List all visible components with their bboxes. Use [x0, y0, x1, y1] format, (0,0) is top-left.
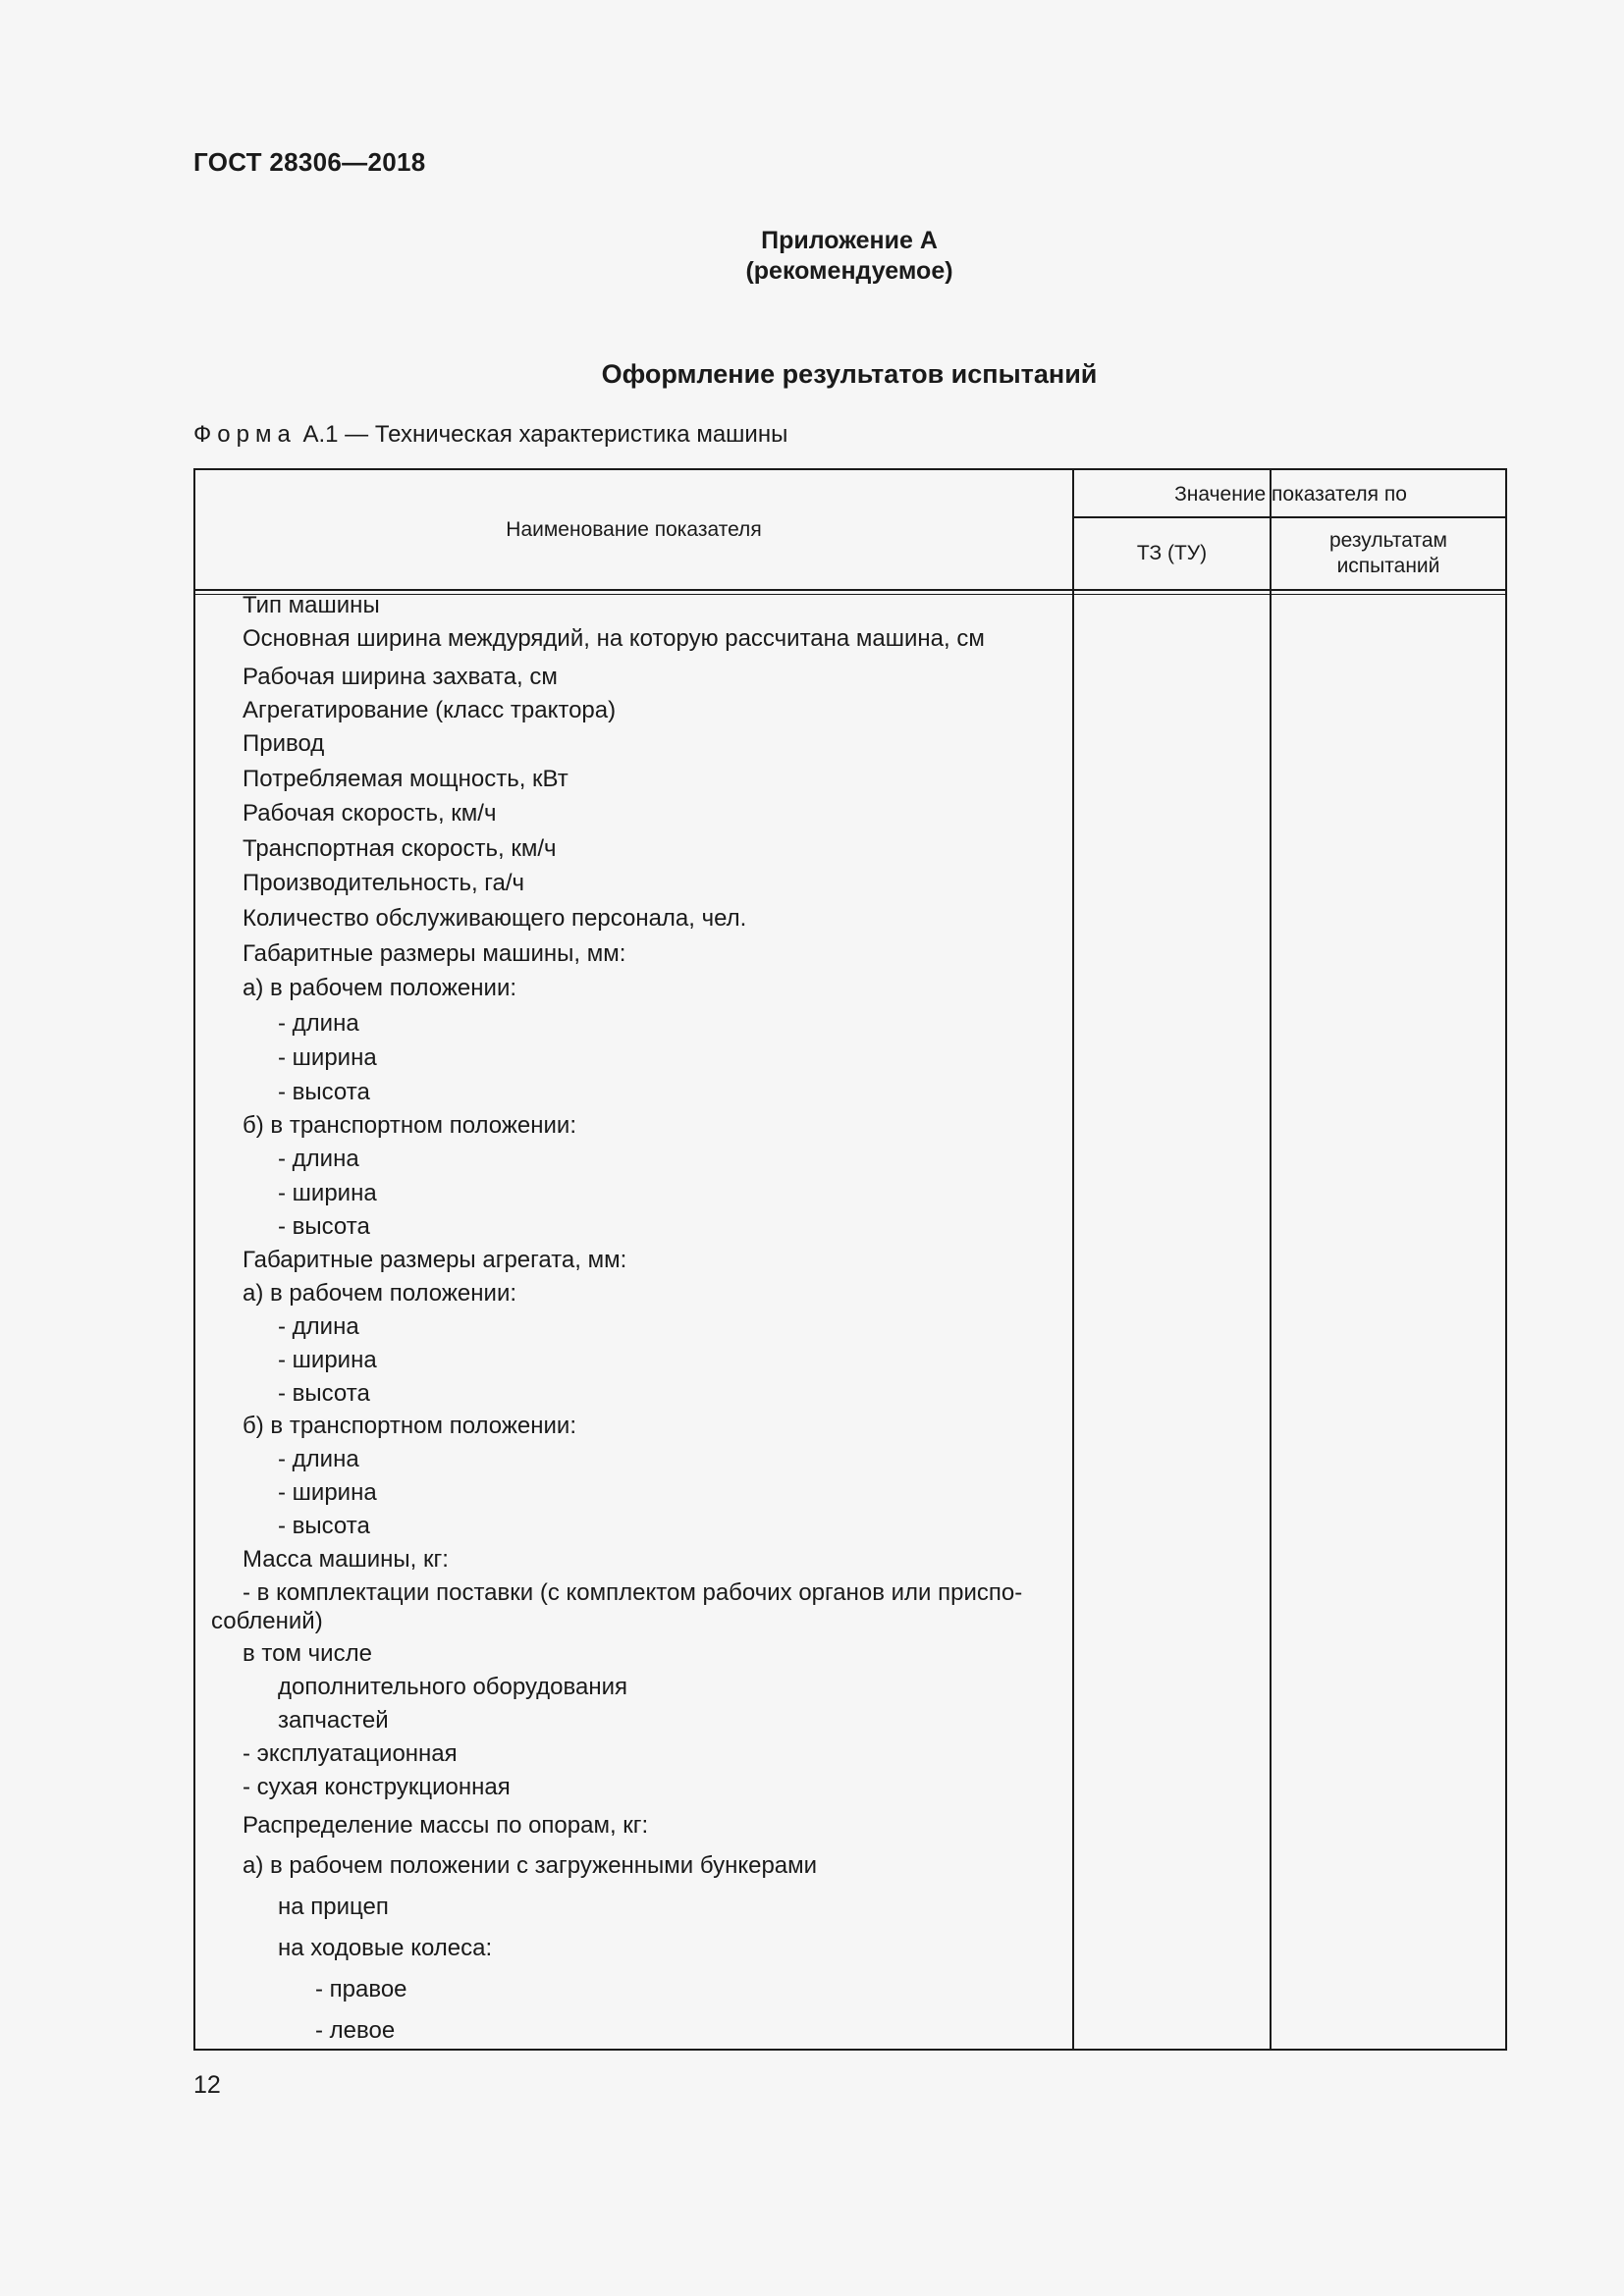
table-row: - ширина — [278, 1347, 377, 1373]
table-row: Основная ширина междурядий, на которую рассчитана машина, см — [243, 625, 985, 652]
table-row: - высота — [278, 1380, 370, 1407]
table-row: - высота — [278, 1079, 370, 1105]
table-row: - ширина — [278, 1044, 377, 1071]
table-row: - ширина — [278, 1180, 377, 1206]
table-row: - левое — [315, 2017, 396, 2044]
table-row: дополнительного оборудования — [278, 1674, 628, 1700]
form-prefix: Форма — [193, 421, 297, 448]
table-row: Производительность, га/ч — [243, 870, 525, 896]
header-subdivider — [1072, 516, 1507, 518]
table-row: - высота — [278, 1513, 370, 1539]
form-title: А.1 — Техническая характеристика машины — [296, 421, 788, 448]
appendix-status: (рекомендуемое) — [745, 257, 953, 285]
appendix-title: Приложение А — [761, 227, 938, 254]
form-caption — [193, 421, 787, 449]
table-row: Габаритные размеры агрегата, мм: — [243, 1247, 627, 1273]
table-row: Потребляемая мощность, кВт — [243, 766, 568, 792]
table-row: - эксплуатационная — [243, 1740, 458, 1767]
table-row: б) в транспортном положении: — [243, 1413, 576, 1439]
document-code: ГОСТ 28306—2018 — [193, 147, 426, 177]
table-row: а) в рабочем положении: — [243, 1280, 517, 1307]
characteristics-table — [193, 468, 1507, 2051]
header-tz-column: ТЗ (ТУ) — [1136, 542, 1208, 564]
section-title: Оформление результатов испытаний — [601, 359, 1098, 389]
page-number: 12 — [193, 2071, 221, 2099]
table-row: б) в транспортном положении: — [243, 1112, 576, 1139]
table-row: Габаритные размеры машины, мм: — [243, 940, 626, 967]
table-row: Распределение массы по опорам, кг: — [243, 1812, 649, 1839]
table-row: - длина — [278, 1313, 359, 1340]
table-row: на прицеп — [278, 1894, 389, 1920]
table-row: Рабочая скорость, км/ч — [243, 800, 497, 827]
table-row: Агрегатирование (класс трактора) — [243, 697, 617, 723]
appendix-heading — [0, 226, 1624, 287]
table-row: - сухая конструкционная — [243, 1774, 511, 1800]
table-row: Масса машины, кг: — [243, 1546, 449, 1573]
table-row: - правое — [315, 1976, 407, 2002]
table-row: в том числе — [243, 1640, 372, 1667]
table-row: соблений) — [211, 1608, 323, 1634]
table-row: Тип машины — [243, 592, 380, 618]
table-row: - длина — [278, 1010, 359, 1037]
table-row: а) в рабочем положении с загруженными бункерами — [243, 1852, 818, 1879]
table-row: Транспортная скорость, км/ч — [243, 835, 557, 862]
table-row: - ширина — [278, 1479, 377, 1506]
table-row: - длина — [278, 1446, 359, 1472]
table-row: - высота — [278, 1213, 370, 1240]
column-divider-2 — [1270, 470, 1272, 2049]
table-row: а) в рабочем положении: — [243, 975, 517, 1001]
table-row: Рабочая ширина захвата, см — [243, 664, 558, 690]
table-row: - в комплектации поставки (с комплектом рабочих органов или приспо- — [243, 1579, 1023, 1606]
table-row: запчастей — [278, 1707, 389, 1734]
table-row: Количество обслуживающего персонала, чел. — [243, 905, 747, 932]
header-bottom-line — [195, 589, 1507, 591]
table-row: на ходовые колеса: — [278, 1935, 493, 1961]
header-value-group: Значение показателя по — [1174, 483, 1407, 506]
header-bottom-line-double — [195, 594, 1507, 595]
header-name-column: Наименование показателя — [506, 518, 762, 541]
table-row: - длина — [278, 1146, 359, 1172]
column-divider-1 — [1072, 470, 1074, 2049]
table-row: Привод — [243, 730, 325, 757]
header-results-column: результатам испытаний — [1329, 529, 1447, 577]
